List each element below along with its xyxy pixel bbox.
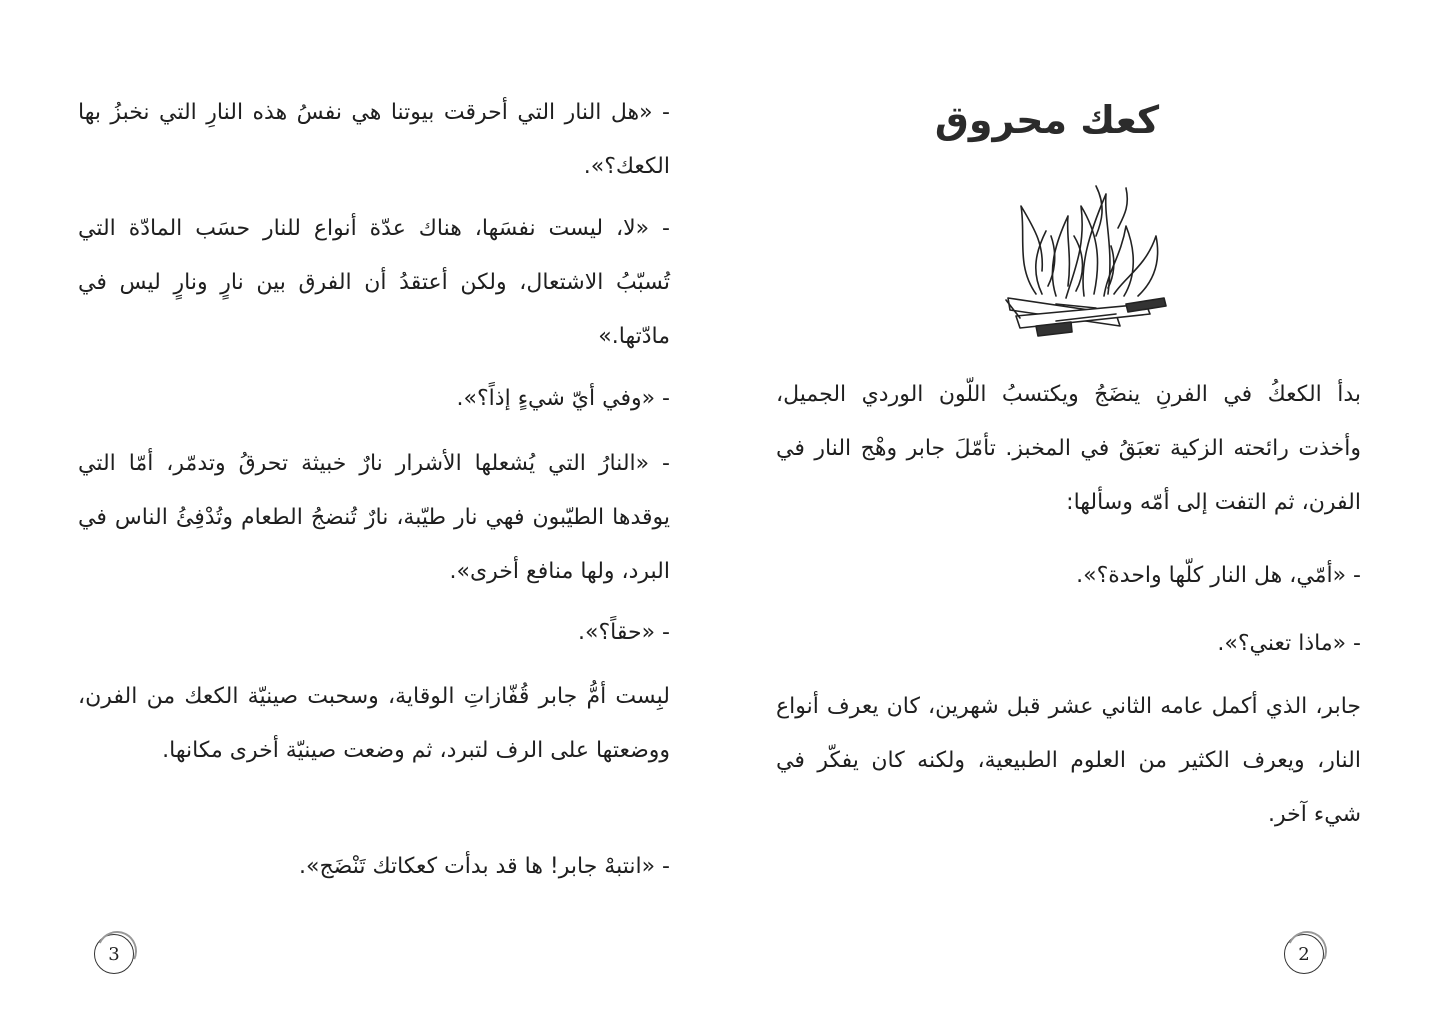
chapter-title: كعك محروق: [934, 98, 1160, 142]
dialog-line: - «انتبهْ جابر! ها قد بدأت كعكاتك تَنْضَج».: [298, 854, 670, 879]
dialog-line: - «حقاً؟».: [578, 620, 670, 645]
dialog-line: - «هل النار التي أحرقت بيوتنا هي نفسُ هذه النارِ التي نخبزُ بها الكعك؟».: [78, 100, 670, 179]
dialog-line: - «أمّي، هل النار كلّها واحدة؟».: [1076, 563, 1361, 588]
paragraph: جابر، الذي أكمل عامه الثاني عشر قبل شهرين، كان يعرف أنواع النار، ويعرف الكثير من العلوم الطبيعية، ولكنه كان يفكّر في شيء آخر.: [776, 694, 1361, 827]
dialog-line: - «لا، ليست نفسَها، هناك عدّة أنواع للنار حسَب المادّة التي تُسبّبُ الاشتعال، ولكن أعتقدُ أن الفرق بين نارٍ ونارٍ ليس في مادّتها.»: [78, 216, 670, 349]
page-number: 2: [1284, 934, 1324, 974]
dialog-line: - «ماذا تعني؟».: [1217, 631, 1361, 656]
paragraph: بدأ الكعكُ في الفرنِ ينضَجُ ويكتسبُ اللّون الوردي الجميل، وأخذت رائحته الزكية تعبَقُ في المخبز. تأمّلَ جابر وهْج النار في الفرن، ثم التفت إلى أمّه وسألها:: [776, 382, 1361, 515]
page-3: [0, 0, 722, 1022]
page-2: [722, 0, 1445, 1022]
dialog-line: - «النارُ التي يُشعلها الأشرار نارٌ خبيثة تحرقُ وتدمّر، أمّا التي يوقدها الطيّبون فهي نار طيّبة، نارٌ تُنضجُ الطعام وتُدْفِئُ الناس في البرد، ولها منافع أخرى».: [78, 451, 670, 584]
campfire-icon: [996, 176, 1182, 346]
dialog-line: - «وفي أيّ شيءٍ إذاً؟».: [456, 386, 670, 411]
page-number: 3: [94, 934, 134, 974]
paragraph: لبِست أمُّ جابر قُفّازاتِ الوقاية، وسحبت صينيّة الكعك من الفرن، ووضعتها على الرف لتبرد، ثم وضعت صينيّة أخرى مكانها.: [78, 684, 670, 763]
